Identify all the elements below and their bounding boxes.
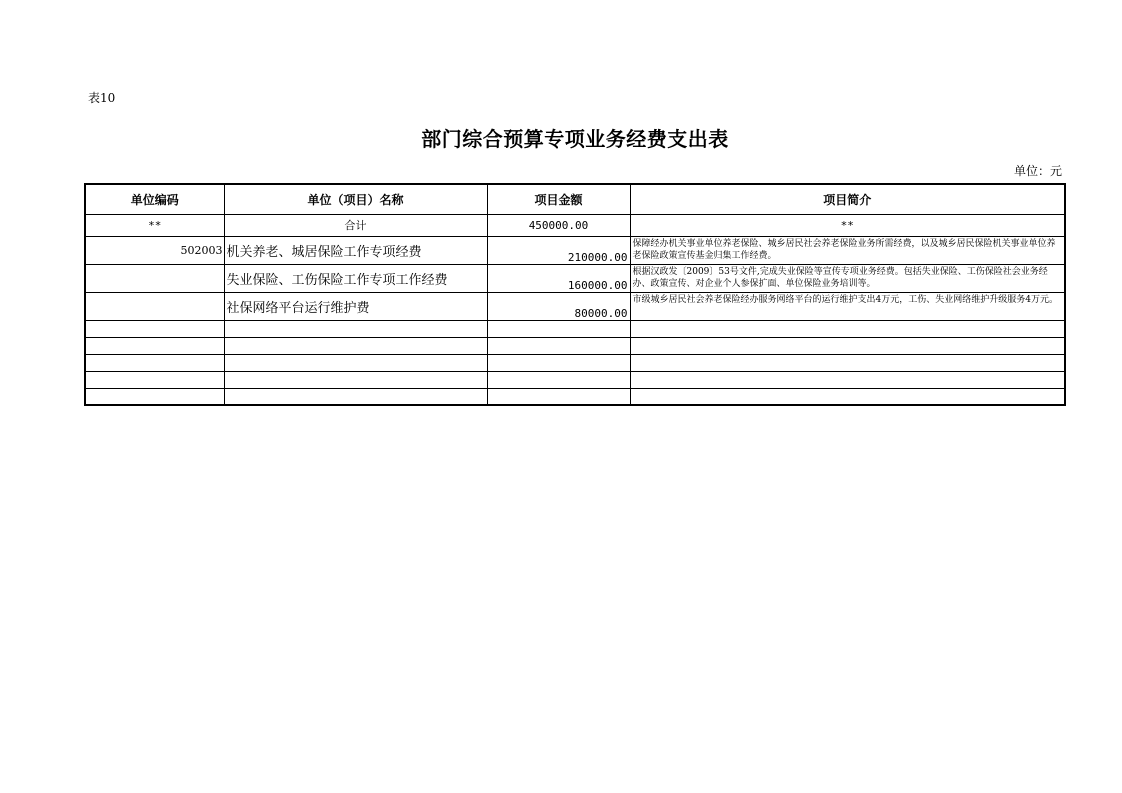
table-row [85, 292, 1065, 320]
empty-cell [85, 320, 224, 337]
empty-cell [224, 337, 487, 354]
empty-cell [224, 371, 487, 388]
empty-row [85, 354, 1065, 371]
header-row [85, 184, 1065, 214]
row-intro: 保障经办机关事业单位养老保险、城乡居民社会养老保险业务所需经费，以及城乡居民保险机关事业单位养老保险政策宣传基金归集工作经费。 [630, 236, 1065, 264]
empty-cell [630, 337, 1065, 354]
table-number-label: 表10 [88, 91, 116, 105]
empty-row [85, 371, 1065, 388]
row-amount: 80000.00 [487, 292, 630, 320]
empty-cell [630, 354, 1065, 371]
empty-cell [487, 320, 630, 337]
header-amount: 项目金额 [487, 184, 630, 214]
row-intro: 根据汉政发〔2009〕53号文件,完成失业保险等宣传专项业务经费。包括失业保险、工伤保险社会业务经办、政策宣传、对企业个人参保扩面、单位保险业务培训等。 [630, 264, 1065, 292]
total-name: 合计 [224, 214, 487, 236]
page-title: 部门综合预算专项业务经费支出表 [421, 127, 729, 151]
row-name: 失业保险、工伤保险工作专项工作经费 [224, 264, 487, 292]
row-code [85, 292, 224, 320]
row-name: 社保网络平台运行维护费 [224, 292, 487, 320]
budget-table [84, 183, 1066, 406]
empty-cell [85, 388, 224, 405]
empty-cell [487, 354, 630, 371]
row-code: 502003 [85, 236, 224, 264]
empty-cell [224, 388, 487, 405]
row-code [85, 264, 224, 292]
total-intro: ** [630, 214, 1065, 236]
empty-cell [224, 354, 487, 371]
header-code: 单位编码 [85, 184, 224, 214]
empty-cell [487, 388, 630, 405]
empty-cell [85, 337, 224, 354]
empty-cell [487, 371, 630, 388]
row-amount: 160000.00 [487, 264, 630, 292]
unit-label: 单位：元 [1013, 164, 1062, 178]
empty-cell [224, 320, 487, 337]
header-intro: 项目简介 [630, 184, 1065, 214]
header-name: 单位（项目）名称 [224, 184, 487, 214]
total-row [85, 214, 1065, 236]
empty-cell [630, 388, 1065, 405]
empty-cell [630, 320, 1065, 337]
total-code: ** [85, 214, 224, 236]
table-row [85, 236, 1065, 264]
empty-cell [85, 371, 224, 388]
empty-row [85, 320, 1065, 337]
empty-row [85, 337, 1065, 354]
empty-cell [630, 371, 1065, 388]
row-name: 机关养老、城居保险工作专项经费 [224, 236, 487, 264]
empty-cell [85, 354, 224, 371]
empty-row [85, 388, 1065, 405]
empty-cell [487, 337, 630, 354]
row-amount: 210000.00 [487, 236, 630, 264]
row-intro: 市级城乡居民社会养老保险经办服务网络平台的运行维护支出4万元，工伤、失业网络维护升级服务4万元。 [630, 292, 1065, 320]
total-amount: 450000.00 [487, 214, 630, 236]
table-row [85, 264, 1065, 292]
